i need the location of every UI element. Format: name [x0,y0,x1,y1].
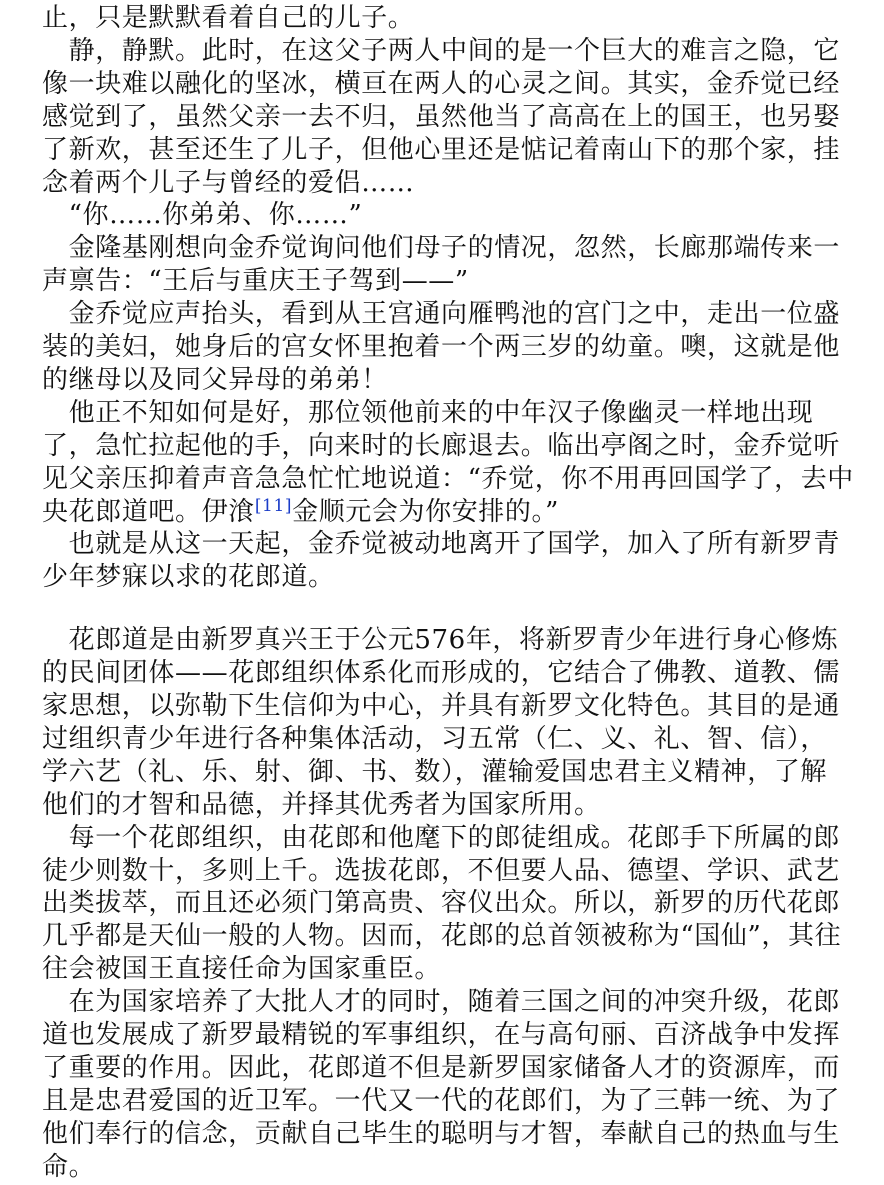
text-line: 他们奉行的信念，贡献自己毕生的聪明与才智，奉献自己的热血与生 [42,1119,841,1149]
text-line: 往会被国王直接任命为国家重臣。 [42,954,442,984]
text-before-ref: 央花郎道吧。伊湌 [42,497,255,527]
text-line: 静，静默。此时，在这父子两人中间的是一个巨大的难言之隐，它 [42,36,841,66]
text-line: 的继母以及同父异母的弟弟！ [42,365,388,395]
text-line: 徒少则数十，多则上千。选拔花郎，不但要人品、德望、学识、武艺 [42,856,841,886]
text-line: 花郎道是由新罗真兴王于公元576年，将新罗青少年进行身心修炼 [42,625,839,655]
text-line: 少年梦寐以求的花郎道。 [42,562,335,592]
text-line: 了，急忙拉起他的手，向来时的长廊退去。临出亭阁之时，金乔觉听 [42,431,841,461]
text-line: 出类拔萃，而且还必须门第高贵、容仪出众。所以，新罗的历代花郎 [42,888,841,918]
text-line: 金乔觉应声抬头，看到从王宫通向雁鸭池的宫门之中，走出一位盛 [42,299,841,329]
text-line-with-footnote [42,494,559,530]
text-after-ref: 金顺元会为你安排的。” [292,497,560,527]
text-line: 感觉到了，虽然父亲一去不归，虽然他当了高高在上的国王，也另娶 [42,102,841,132]
text-line: 了新欢，甚至还生了儿子，但他心里还是惦记着南山下的那个家，挂 [42,135,841,165]
text-line: 且是忠君爱国的近卫军。一代又一代的花郎们，为了三韩一统、为了 [42,1086,841,1116]
text-line: 学六艺（礼、乐、射、御、书、数），灌输爱国忠君主义精神，了解 [42,757,828,787]
text-line: 念着两个儿子与曾经的爱侣…… [42,168,415,198]
text-line: 了重要的作用。因此，花郎道不但是新罗国家储备人才的资源库，而 [42,1053,841,1083]
text-line: 的民间团体——花郎组织体系化而形成的，它结合了佛教、道教、儒 [42,658,841,688]
text-line: “你……你弟弟、你……” [42,200,363,230]
text-line: 在为国家培养了大批人才的同时，随着三国之间的冲突升级，花郎 [42,987,841,1017]
text-line: 过组织青少年进行各种集体活动，习五常（仁、义、礼、智、信）， [42,724,828,754]
text-line: 他正不知如何是好，那位领他前来的中年汉子像幽灵一样地出现 [42,398,814,428]
text-line: 也就是从这一天起，金乔觉被动地离开了国学，加入了所有新罗青 [42,529,841,559]
text-line: 命。 [42,1152,96,1182]
text-line: 道也发展成了新罗最精锐的军事组织，在与高句丽、百济战争中发挥 [42,1020,841,1050]
text-line: 金隆基刚想向金乔觉询问他们母子的情况，忽然，长廊那端传来一 [42,233,841,263]
text-line: 见父亲压抑着声音急急忙忙地说道：“乔觉，你不用再回国学了，去中 [42,464,854,494]
text-line: 家思想，以弥勒下生信仰为中心，并具有新罗文化特色。其目的是通 [42,691,841,721]
text-line: 像一块难以融化的坚冰，横亘在两人的心灵之间。其实，金乔觉已经 [42,69,841,99]
footnote-ref-link[interactable]: [11] [254,496,293,516]
text-line: 装的美妇，她身后的宫女怀里抱着一个两三岁的幼童。噢，这就是他 [42,332,841,362]
text-line: 止，只是默默看着自己的儿子。 [42,3,415,33]
text-line: 他们的才智和品德，并择其优秀者为国家所用。 [42,790,601,820]
text-line: 几乎都是天仙一般的人物。因而，花郎的总首领被称为“国仙”，其往 [42,921,842,951]
text-line: 声禀告：“王后与重庆王子驾到——” [42,266,469,296]
text-line: 每一个花郎组织，由花郎和他麾下的郎徒组成。花郎手下所属的郎 [42,823,841,853]
document-page [42,0,854,1182]
